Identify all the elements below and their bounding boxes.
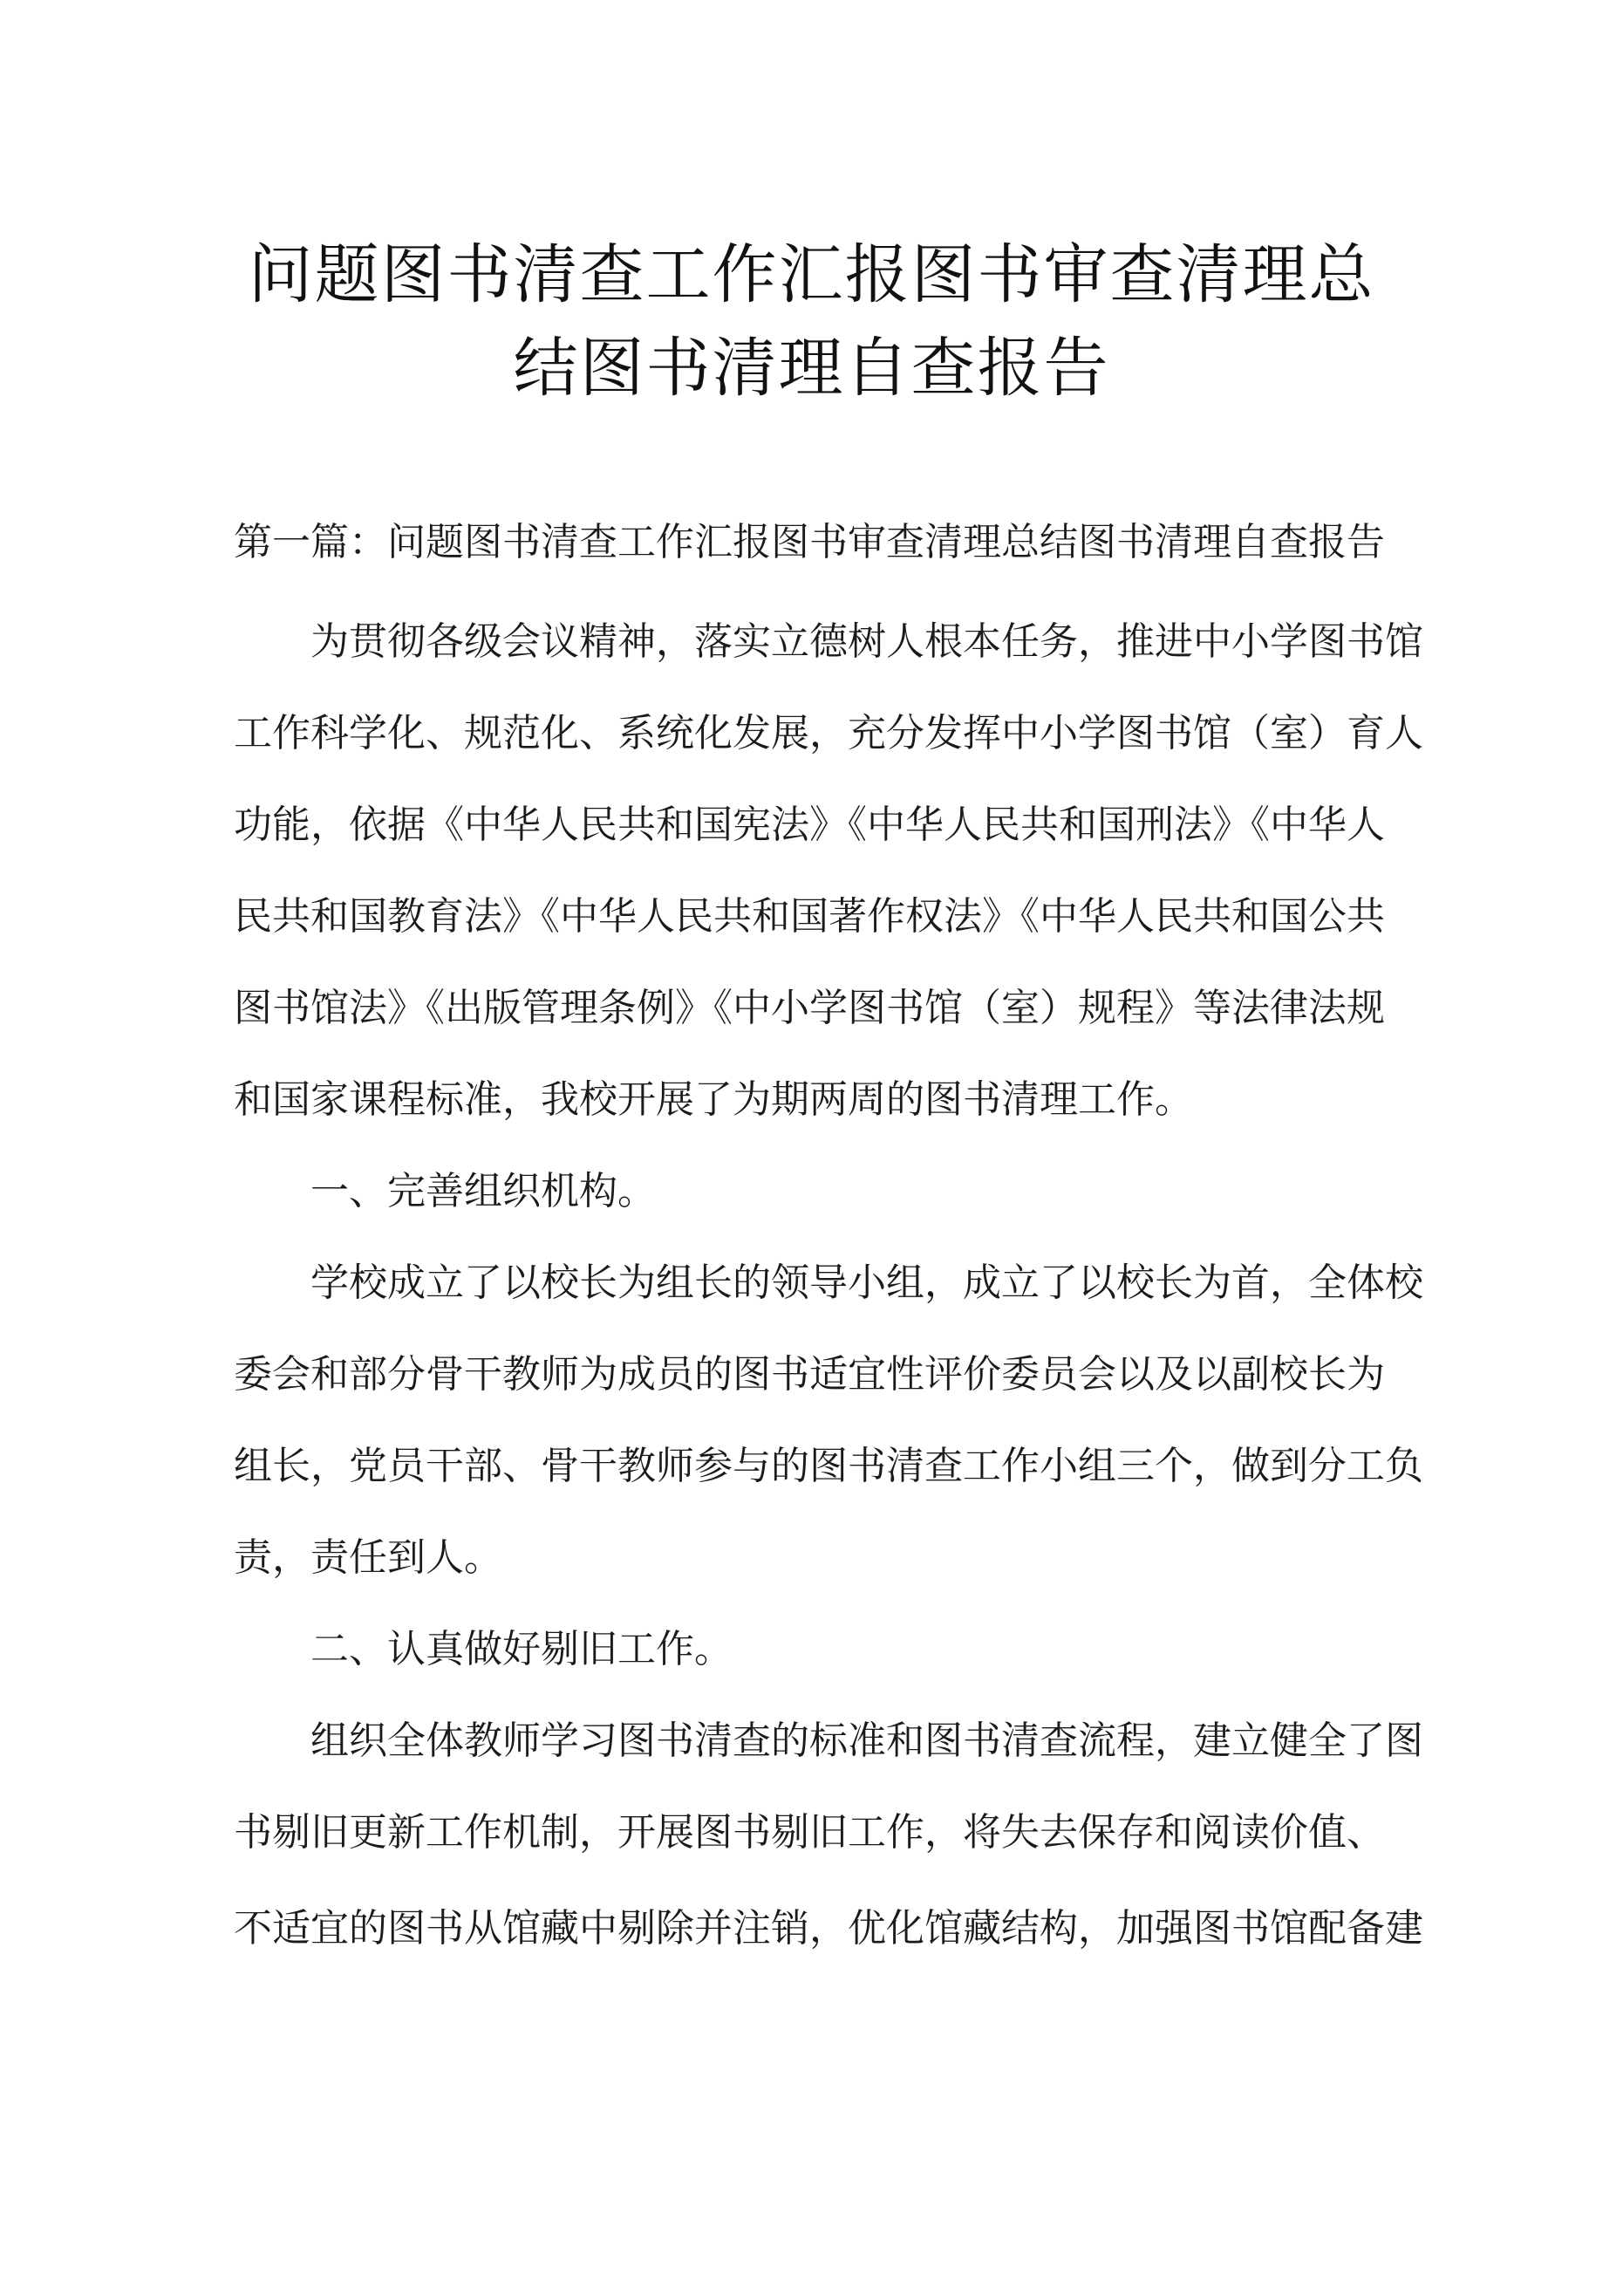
body-text-line: 委会和部分骨干教师为成员的图书适宜性评价委员会以及以副校长为 xyxy=(234,1352,1385,1397)
subheading-weeding: 二、认真做好剔旧工作。 xyxy=(310,1627,733,1671)
body-text-line: 功能，依据《中华人民共和国宪法》《中华人民共和国刑法》《中华人 xyxy=(234,803,1385,847)
document-title-line-1: 问题图书清查工作汇报图书审查清理总 xyxy=(248,236,1375,312)
body-text-line: 学校成立了以校长为组长的领导小组，成立了以校长为首，全体校 xyxy=(310,1261,1423,1305)
document-title-line-2: 结图书清理自查报告 xyxy=(513,330,1110,406)
section-heading-first-article: 第一篇：问题图书清查工作汇报图书审查清理总结图书清理自查报告 xyxy=(234,520,1385,564)
body-text-line: 工作科学化、规范化、系统化发展，充分发挥中小学图书馆（室）育人 xyxy=(234,711,1423,755)
body-text-line: 为贯彻各级会议精神，落实立德树人根本任务，推进中小学图书馆 xyxy=(310,619,1423,664)
body-text-line: 书剔旧更新工作机制，开展图书剔旧工作，将失去保存和阅读价值、 xyxy=(234,1810,1385,1855)
body-text-line: 民共和国教育法》《中华人民共和国著作权法》《中华人民共和国公共 xyxy=(234,894,1385,939)
body-text-line: 图书馆法》《出版管理条例》《中小学图书馆（室）规程》等法律法规 xyxy=(234,986,1385,1030)
body-text-line: 组织全体教师学习图书清查的标准和图书清查流程，建立健全了图 xyxy=(310,1719,1423,1763)
body-text-line: 和国家课程标准，我校开展了为期两周的图书清理工作。 xyxy=(234,1077,1193,1122)
body-text-line: 不适宜的图书从馆藏中剔除并注销，优化馆藏结构，加强图书馆配备建 xyxy=(234,1906,1423,1951)
subheading-organization: 一、完善组织机构。 xyxy=(310,1169,656,1213)
body-text-line: 责，责任到人。 xyxy=(234,1535,502,1580)
body-text-line: 组长，党员干部、骨干教师参与的图书清查工作小组三个，做到分工负 xyxy=(234,1444,1423,1488)
